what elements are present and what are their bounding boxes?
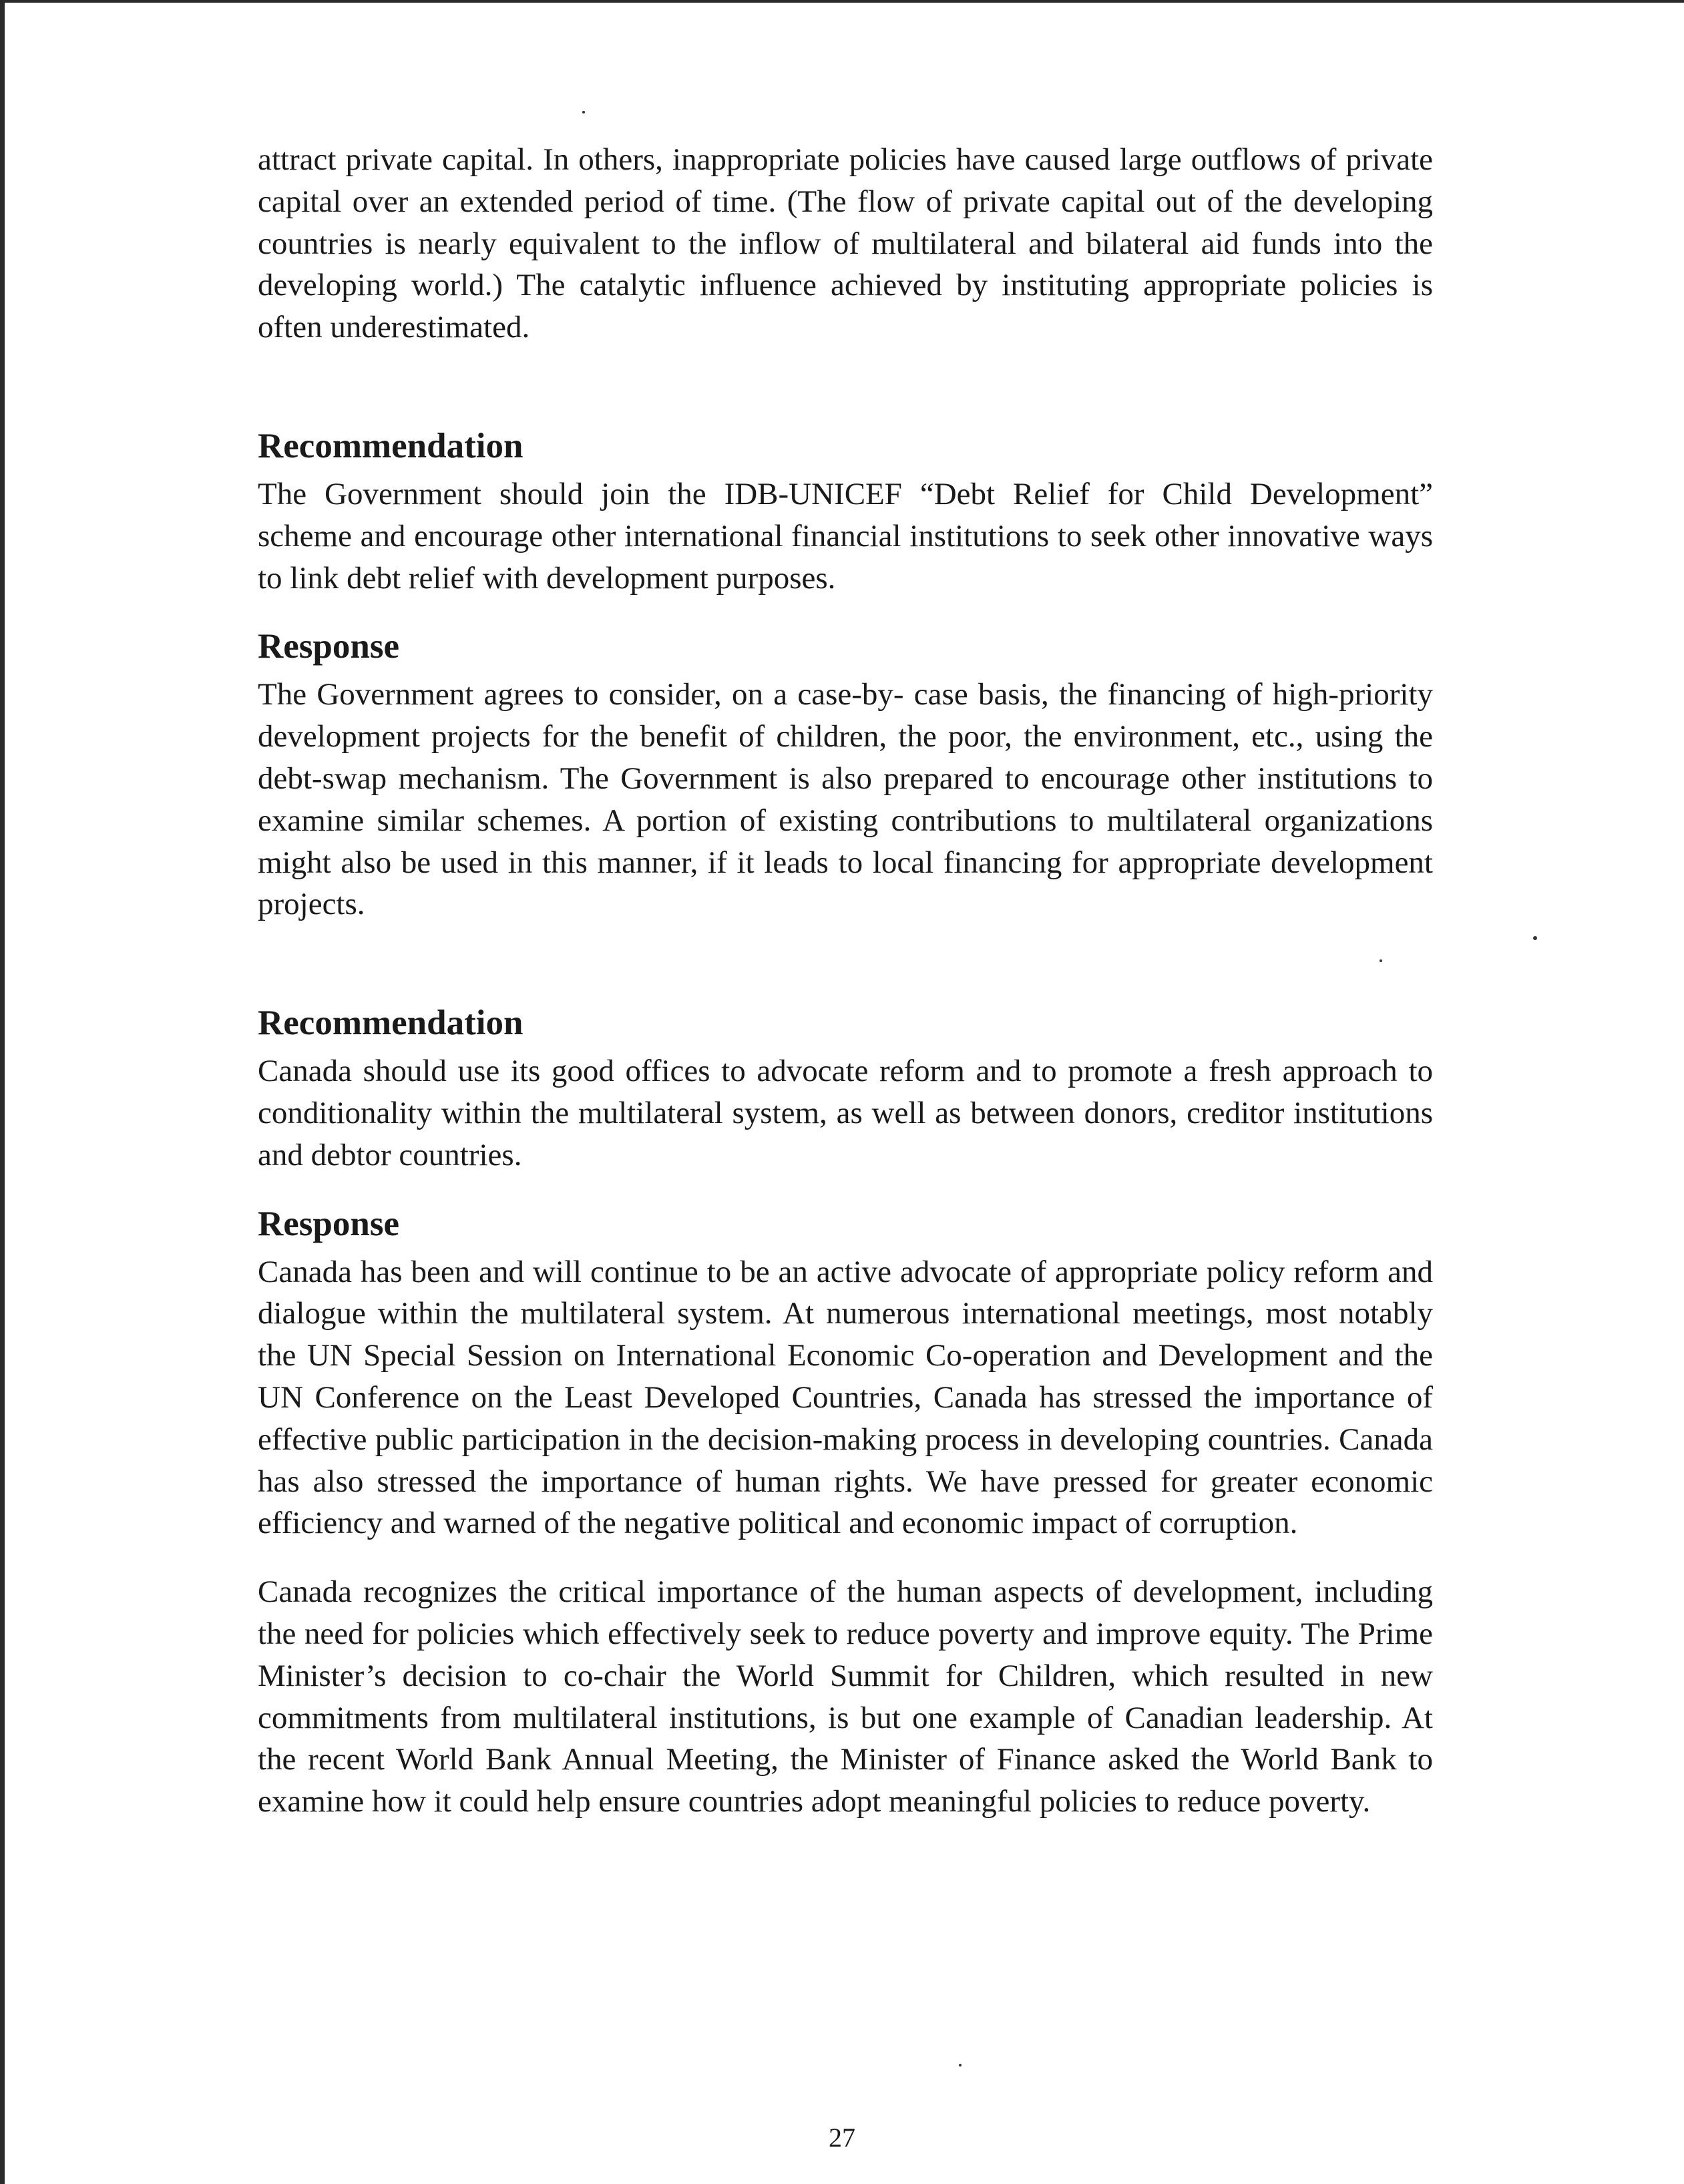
scan-speck: [959, 2064, 962, 2066]
recommendation-text: The Government should join the IDB-UNICEF “Debt Relief for Child Development” scheme and encourage other international financial institutions to seek other innovative ways to link debt relief with development purposes.: [258, 476, 1433, 596]
scan-speck: [1533, 936, 1537, 940]
scan-border-top: [0, 0, 1684, 3]
recommendation-text: Canada should use its good offices to advocate reform and to promote a fresh approach to conditionality within the multilateral system, as well as between donors, creditor institutions and debtor countries.: [258, 1054, 1433, 1172]
scan-speck: [582, 111, 585, 114]
intro-paragraph: attract private capital. In others, inappropriate policies have caused large outflows of private capital over an extended period of time. (The flow of private capital out of the developing countries is nearly equivalent to the inflow of multilateral and bilateral aid funds into the developing world.) The catalytic influence achieved by instituting appropriate policies is often underestimated.: [258, 142, 1433, 345]
response-paragraph: Canada recognizes the critical importance of the human aspects of development, including the need for policies which effectively seek to reduce poverty and improve equity. The Prime Minister’s decision to co-chair the World Summit for Children, which resulted in new commitments from multilateral institutions, is but one example of Canadian leadership. At the recent World Bank Annual Meeting, the Minister of Finance asked the World Bank to examine how it could help ensure countries adopt meaningful policies to reduce poverty.: [258, 1574, 1433, 1819]
response-heading: Response: [258, 1204, 400, 1243]
response-paragraph: Canada has been and will continue to be an active advocate of appropriate policy reform and dialogue within the multilateral system. At numerous international meetings, most notably the UN Special Session on International Economic Co-operation and Development and the UN Conference on the Least Developed Countries, Canada has stressed the importance of effective public participation in the decision-making process in developing countries. Canada has also stressed the importance of human rights. We have pressed for greater economic efficiency and warned of the negative political and economic impact of corruption.: [258, 1254, 1433, 1541]
recommendation-section-2: [258, 1002, 1433, 1823]
response-paragraph: The Government agrees to consider, on a case-by- case basis, the financing of high-priority development projects for the benefit of children, the poor, the environment, etc., using the debt-swap mechanism. The Government is also prepared to encourage other institutions to examine similar schemes. A portion of existing contributions to multilateral organizations might also be used in this manner, if it leads to local financing for appropriate development projects.: [258, 677, 1433, 922]
response-heading: Response: [258, 627, 400, 666]
scan-border-left: [0, 0, 5, 2184]
document-body: [258, 139, 1433, 1823]
page-number: 27: [829, 2123, 855, 2153]
recommendation-section-1: [258, 425, 1433, 925]
recommendation-heading: Recommendation: [258, 426, 523, 465]
recommendation-heading: Recommendation: [258, 1004, 523, 1043]
